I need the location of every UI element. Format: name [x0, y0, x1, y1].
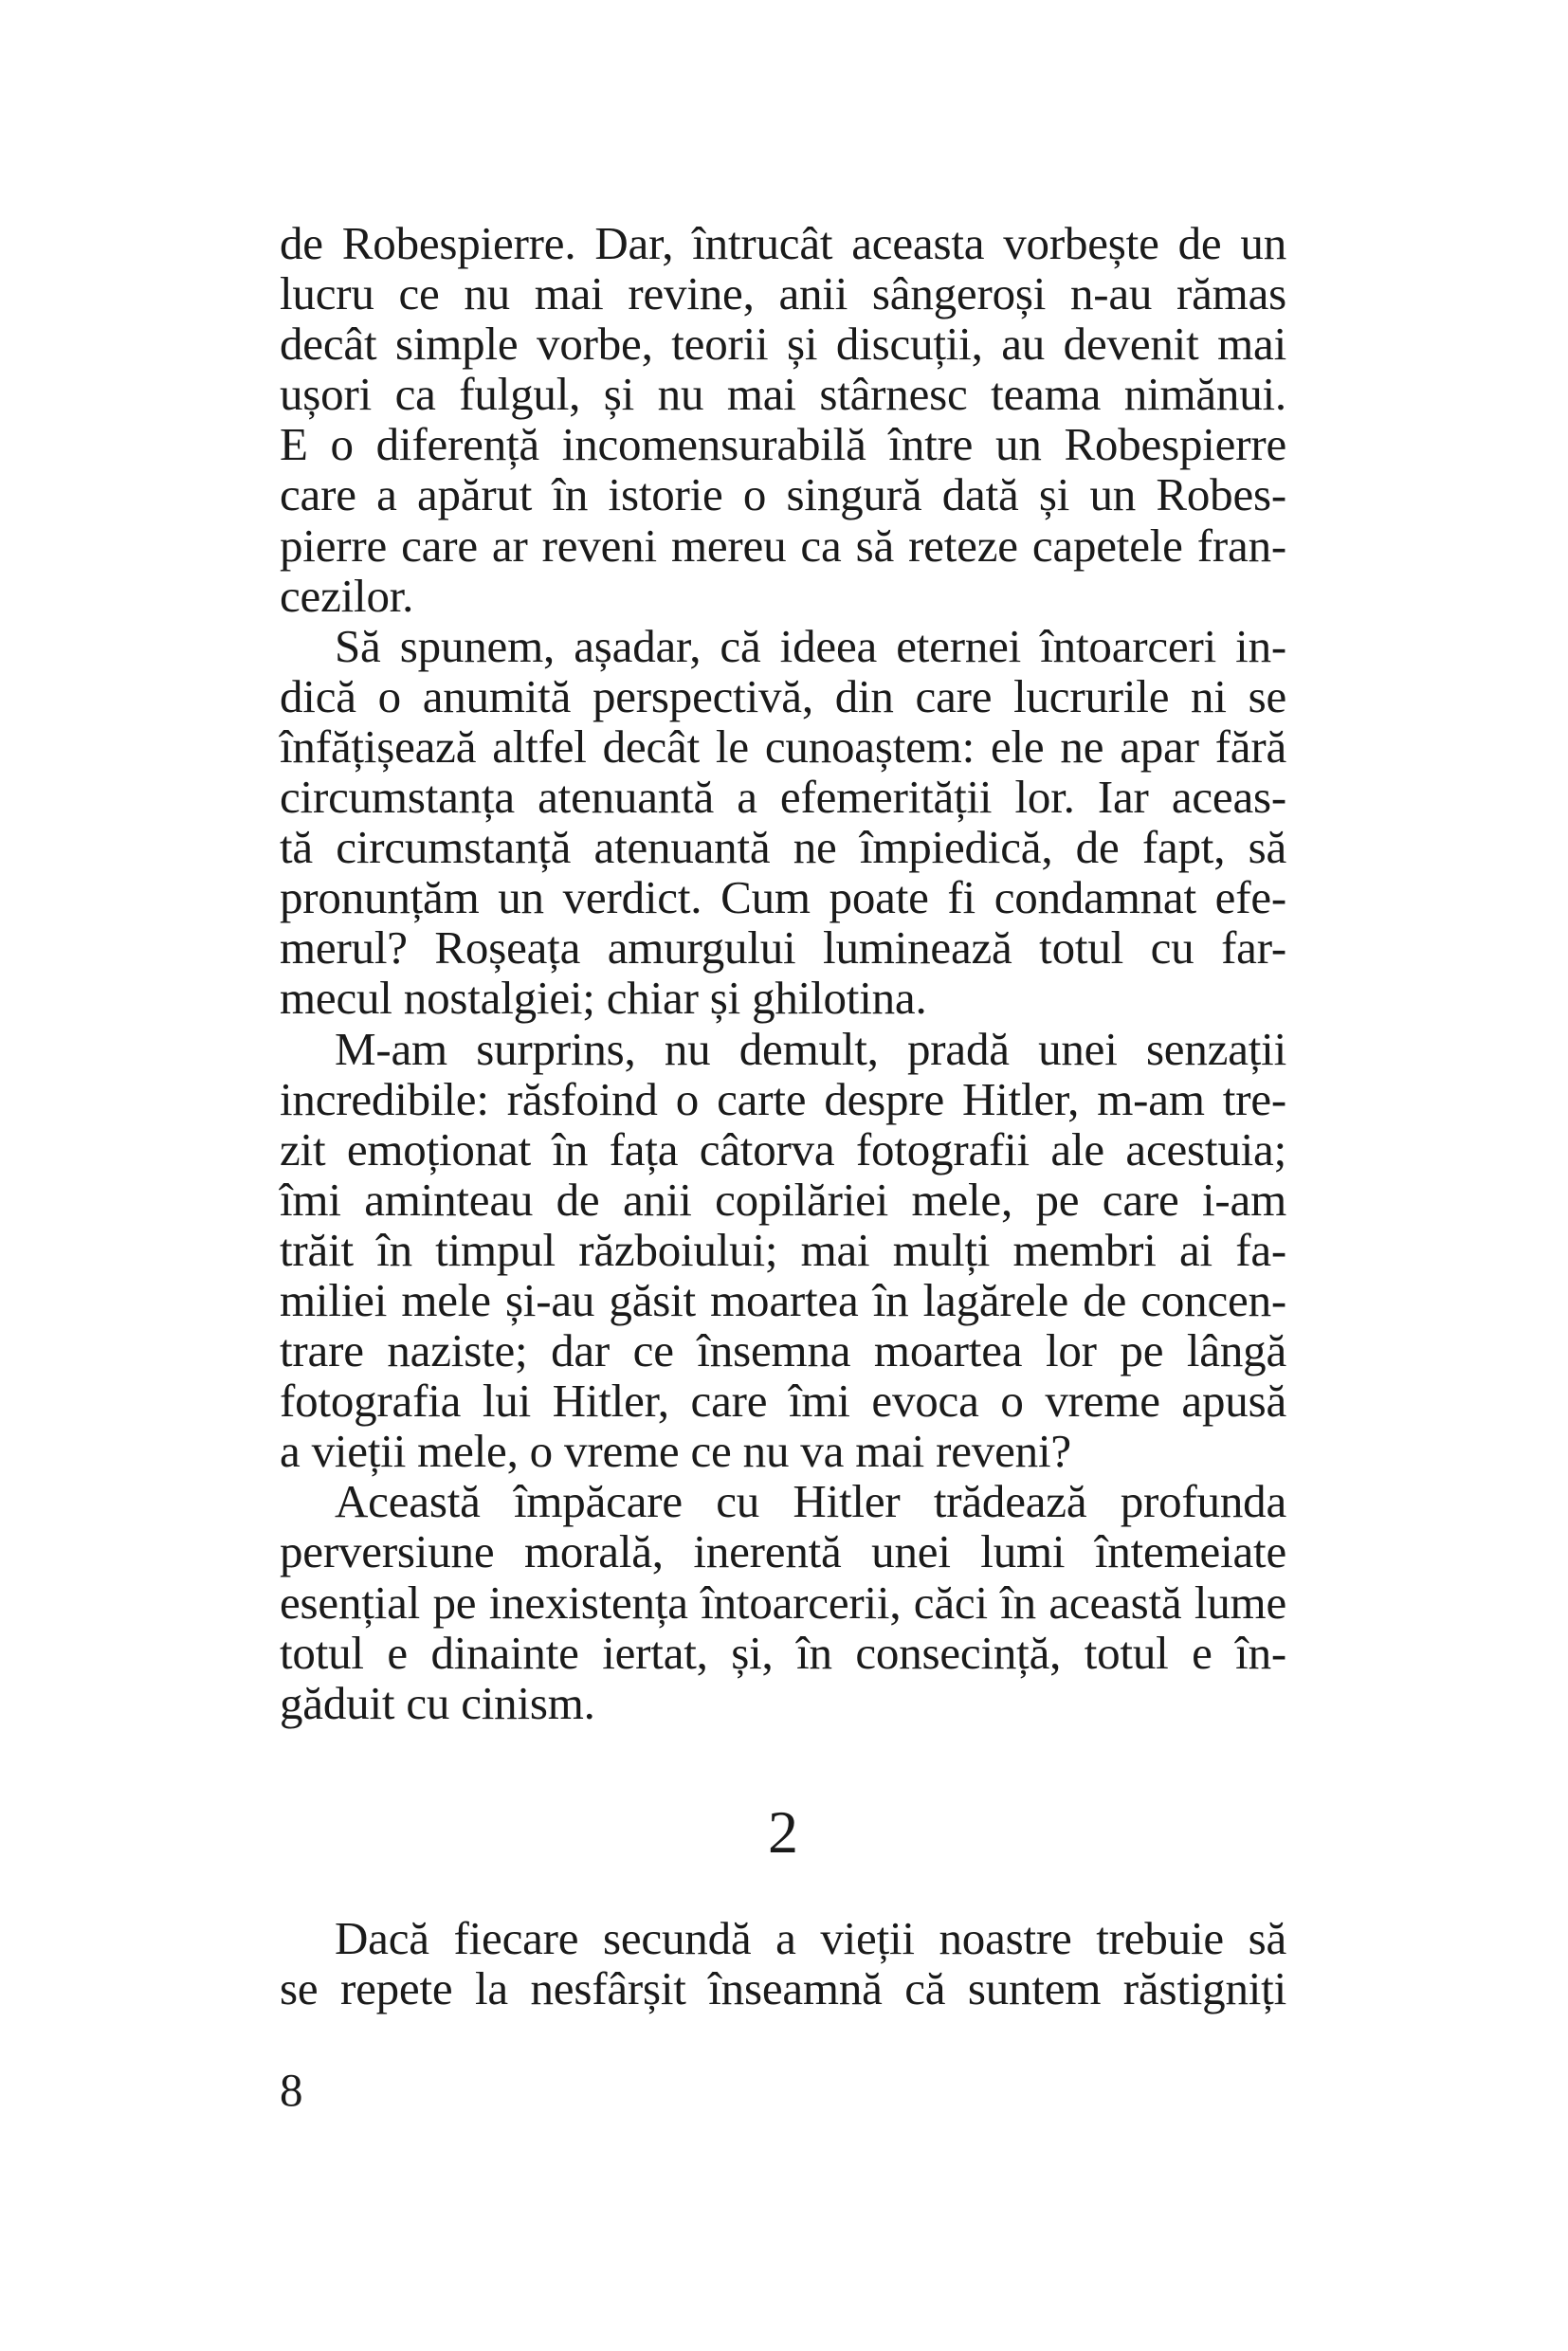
text-line: Să spunem, așadar, că ideea eternei întoarceri in- — [335, 619, 1286, 672]
text-line: zit emoționat în fața câtorva fotografii ale acestuia; — [280, 1122, 1286, 1176]
text-line: lucru ce nu mai revine, anii sângeroși n-au rămas — [280, 267, 1286, 320]
text-line: îmi aminteau de anii copilăriei mele, pe care i-am — [280, 1173, 1286, 1226]
text-line: înfățișează altfel decât le cunoaștem: ele ne apar fără — [280, 720, 1286, 773]
text-line: incredibile: răsfoind o carte despre Hitler, m-am tre- — [280, 1072, 1286, 1125]
section-text — [280, 1913, 1286, 2014]
text-line: dică o anumită perspectivă, din care lucrurile ni se — [280, 669, 1286, 722]
text-line: găduit cu cinism. — [280, 1676, 595, 1729]
text-line: Această împăcare cu Hitler trădează profunda — [335, 1475, 1286, 1528]
text-line: Dacă fiecare secundă a vieții noastre trebuie să — [335, 1912, 1286, 1964]
text-line: miliei mele și-au găsit moartea în lagărele de concen- — [280, 1273, 1286, 1326]
section-number: 2 — [768, 1798, 798, 1866]
text-line: fotografia lui Hitler, care îmi evoca o vreme apusă — [280, 1375, 1286, 1428]
text-line: care a apărut în istorie o singură dată și un Robes- — [280, 468, 1286, 521]
text-line: pronunțăm un verdict. Cum poate fi condamnat efe- — [280, 871, 1286, 924]
text-line: circumstanța atenuantă a efemerității lor. Iar aceas- — [280, 771, 1286, 824]
text-line: merul? Roșeața amurgului luminează totul cu far- — [280, 921, 1286, 975]
text-line: cezilor. — [280, 569, 414, 622]
text-line: perversiune morală, inerentă unei lumi întemeiate — [280, 1525, 1286, 1578]
text-line: decât simple vorbe, teorii și discuții, au devenit mai — [280, 318, 1286, 371]
paragraph — [280, 1476, 1286, 1727]
text-line: se repete la nesfârșit înseamnă că suntem răstigniți — [280, 1962, 1286, 2015]
page-number: 8 — [280, 2064, 303, 2116]
text-line: a vieții mele, o vreme ce nu va mai reveni? — [280, 1425, 1071, 1478]
paragraph — [280, 218, 1286, 621]
paragraph — [280, 621, 1286, 1024]
text-line: trare naziste; dar ce însemna moartea lor pe lângă — [280, 1324, 1286, 1377]
text-line: ușori ca fulgul, și nu mai stârnesc teama nimănui. — [280, 368, 1286, 421]
paragraph — [280, 1913, 1286, 2014]
text-line: mecul nostalgiei; chiar și ghilotina. — [280, 972, 927, 1025]
text-line: de Robespierre. Dar, întrucât aceasta vorbește de un — [280, 217, 1286, 269]
text-line: totul e dinainte iertat, și, în consecință, totul e în- — [280, 1626, 1286, 1679]
text-line: M-am surprins, nu demult, pradă unei senzații — [335, 1022, 1286, 1075]
text-line: pierre care ar reveni mereu ca să reteze capetele fran- — [280, 519, 1286, 572]
body-text — [280, 218, 1286, 1728]
text-line: tă circumstanță atenuantă ne împiedică, de fapt, să — [280, 821, 1286, 874]
text-line: esențial pe inexistența întoarcerii, căci în această lume — [280, 1576, 1286, 1629]
paragraph — [280, 1024, 1286, 1477]
text-line: trăit în timpul războiului; mai mulți membri ai fa- — [280, 1223, 1286, 1276]
text-line: E o diferență incomensurabilă între un Robespierre — [280, 418, 1286, 471]
